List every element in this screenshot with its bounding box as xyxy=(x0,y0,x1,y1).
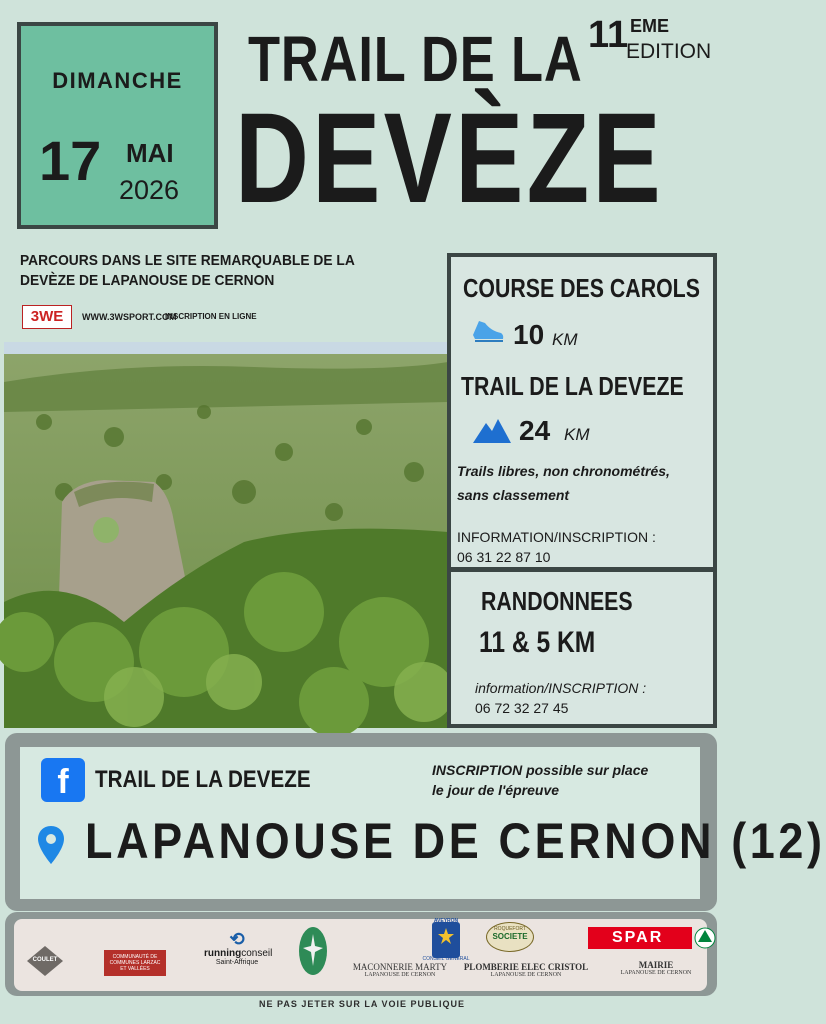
race1-title: COURSE DES CAROLS xyxy=(463,273,700,303)
conseil-general-label: CONSEIL GÉNÉRAL xyxy=(422,956,470,962)
location-pin-icon xyxy=(38,826,64,869)
aveyron-label: AVEYRON xyxy=(433,918,459,924)
onsite-bold: INSCRIPTION xyxy=(432,762,523,778)
plomberie-cristol-name: PLOMBERIE ELEC CRISTOL xyxy=(463,962,589,972)
edition-suffix: EME xyxy=(630,16,670,36)
races-panel xyxy=(447,253,717,571)
maconnerie-marty-city: LAPANOUSE DE CERNON xyxy=(364,972,436,978)
running-conseil-city: Saint-Affrique xyxy=(215,959,259,966)
hike-panel xyxy=(447,568,717,728)
roquefort-label: ROQUEFORT xyxy=(494,926,526,932)
hike-info-label: information/INSCRIPTION : xyxy=(475,680,647,696)
societe-label: SOCIETE xyxy=(492,932,528,941)
onsite-rest: possible sur place xyxy=(522,762,649,778)
running-conseil-logo xyxy=(204,929,273,966)
communaute-communes-logo: COMMUNAUTÉ DE COMMUNES LARZAC ET VALLÉES xyxy=(104,950,166,976)
date-month: MAI xyxy=(126,138,174,168)
societe-roquefort-logo xyxy=(486,922,534,952)
title-line-1: TRAIL DE LA xyxy=(248,23,583,95)
maconnerie-marty xyxy=(348,962,452,978)
facebook-icon[interactable]: f xyxy=(41,758,85,802)
online-registration-text: INSCRIPTION EN LIGNE xyxy=(165,312,257,321)
hike-title: RANDONNEES xyxy=(481,586,633,616)
mairie-city: LAPANOUSE DE CERNON xyxy=(620,970,692,976)
aveyron-logo xyxy=(432,922,460,958)
race-note-line-2: sans classement xyxy=(457,487,570,503)
date-day: DIMANCHE xyxy=(52,68,183,93)
commune-crest-logo xyxy=(298,926,328,976)
date-year: 2026 xyxy=(119,175,180,205)
race2-title: TRAIL DE LA DEVEZE xyxy=(461,371,684,401)
race-note-line-1: Trails libres, non chronométrés, xyxy=(457,463,670,479)
onsite-line-2: le jour de l'épreuve xyxy=(432,782,560,799)
website-link[interactable]: WWW.3WSPORT.COM xyxy=(82,312,177,322)
running-conseil-brand2: conseil xyxy=(241,948,273,959)
spar-logo: SPAR xyxy=(588,927,692,949)
facebook-page-label[interactable]: TRAIL DE LA DEVEZE xyxy=(95,766,311,793)
edition-label: EDITION xyxy=(626,40,712,63)
race-info-phone: 06 31 22 87 10 xyxy=(457,549,551,565)
onsite-registration-note xyxy=(432,760,702,801)
location-label: LAPANOUSE DE CERNON (12) xyxy=(85,813,826,869)
mountain-icon xyxy=(473,417,511,448)
race1-distance: 10 xyxy=(513,319,545,350)
3wsport-logo: 3WE xyxy=(22,305,72,329)
landscape-photo xyxy=(4,342,448,728)
running-conseil-icon: ⟲ xyxy=(229,929,245,949)
race-info-label: INFORMATION/INSCRIPTION : xyxy=(457,529,656,545)
mairie-name: MAIRIE xyxy=(638,960,674,970)
plomberie-cristol xyxy=(456,962,596,978)
date-number: 17 xyxy=(39,129,102,192)
edition-number: 11 xyxy=(588,14,629,56)
spar-tree-icon xyxy=(694,927,716,949)
race2-distance: 24 xyxy=(519,415,551,446)
footer-notice: NE PAS JETER SUR LA VOIE PUBLIQUE xyxy=(258,999,466,1009)
running-shoe-icon xyxy=(471,317,505,348)
course-description: PARCOURS DANS LE SITE REMARQUABLE DE LA DEVÈZE DE LAPANOUSE DE CERNON xyxy=(20,252,355,290)
date-box xyxy=(17,22,218,229)
race1-unit: KM xyxy=(552,330,578,349)
race2-unit: KM xyxy=(564,425,590,444)
hike-phone: 06 72 32 27 45 xyxy=(475,700,569,716)
plomberie-cristol-city: LAPANOUSE DE CERNON xyxy=(490,972,562,978)
maconnerie-marty-name: MACONNERIE MARTY xyxy=(352,962,448,972)
running-conseil-brand: running xyxy=(204,948,242,959)
hike-distances: 11 & 5 KM xyxy=(479,626,596,659)
title-line-2: DEVÈZE xyxy=(235,87,664,230)
mairie xyxy=(604,960,708,976)
coulet-logo: COULET xyxy=(27,946,63,976)
